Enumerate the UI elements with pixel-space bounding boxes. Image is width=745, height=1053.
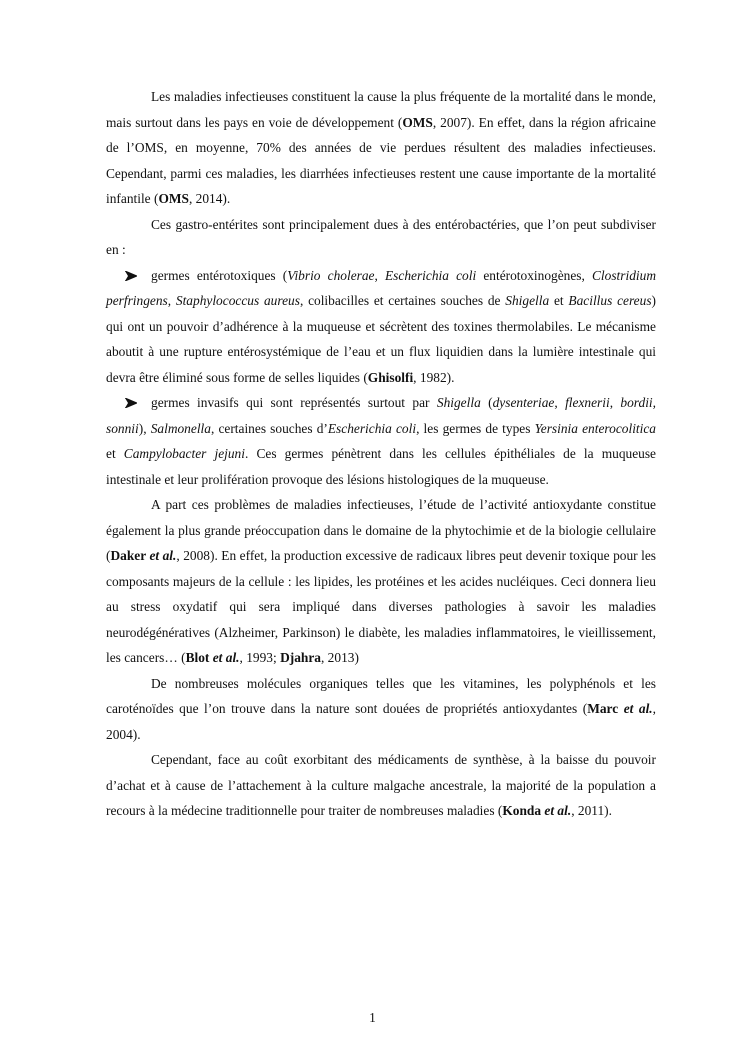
text: De nombreuses molécules organiques telles que les vitamines, les polyphénols et les caroténoïdes que l’on trouve dans la nature sont douées de propriétés antioxydantes ( <box>106 675 656 716</box>
text: et <box>106 446 124 461</box>
citation <box>186 650 240 665</box>
species-name: Yersinia enterocolitica <box>534 420 656 436</box>
species-name: Campylobacter jejuni <box>123 446 245 461</box>
bullet-enterotoxic-germs <box>106 263 656 391</box>
citation-et-al: et al. <box>212 650 240 665</box>
arrowhead-bullet-icon <box>125 398 137 408</box>
text: , <box>609 395 621 410</box>
citation-author: Daker <box>110 548 146 563</box>
text: , 2013) <box>320 650 359 665</box>
species-name: bordii, sonnii <box>106 395 656 436</box>
citation-author: Ghisolfi <box>367 369 414 385</box>
citation-author: Konda <box>502 803 542 818</box>
species-name: dysenteriae <box>492 395 555 410</box>
citation-et-al: et al. <box>544 803 572 818</box>
text: ) qui ont un pouvoir d’adhérence à la muqueuse et sécrètent des toxines thermolabiles. Le mécanisme aboutit à une rupture entérosystémique de l’eau et un flux liquidien dans la lumière intestinale qui devra être éliminé sous forme de selles liquides ( <box>106 293 656 385</box>
species-name: flexnerii <box>565 395 610 410</box>
citation-author: OMS <box>158 191 189 206</box>
text: , colibacilles et certaines souches de <box>299 293 506 308</box>
paragraph-antioxidant-activity <box>106 492 656 671</box>
text: ( <box>480 395 493 410</box>
text: , 2007). En effet, dans la région africaine de l’OMS, en moyenne, 70% des années de vie perdues résultent des maladies infectieuses. Cependant, parmi ces maladies, les diarrhées infectieuses restent une cause importante de la mortalité infantile ( <box>106 114 656 206</box>
text: , <box>554 395 566 410</box>
text: entérotoxinogènes, <box>476 267 592 283</box>
citation <box>587 701 652 716</box>
text: , <box>374 267 385 283</box>
species-name: Shigella <box>505 293 550 308</box>
species-name: Bacillus cereus <box>568 293 652 308</box>
page-number: 1 <box>369 1010 376 1025</box>
text: , certaines souches d’ <box>210 420 328 436</box>
paragraph-gastroenteritis <box>106 212 656 263</box>
citation <box>502 803 571 818</box>
text: , 2011). <box>571 803 612 818</box>
citation-et-al: et al. <box>623 701 653 716</box>
text: , 2008). En effet, la production excessive de radicaux libres peut devenir toxique pour les composants majeurs de la cellule : les lipides, les protéines et les acides nucléiques. Ceci donnera lieu au stress oxydatif qui sera impliqué dans diverses pathologies à savoir les maladies neurodégénératives (Alzheimer, Parkinson) le diabète, les maladies inflammatoires, le vieillissement, les cancers… ( <box>106 548 656 665</box>
species-name: Shigella <box>436 395 481 410</box>
text: Les maladies infectieuses constituent la cause la plus fréquente de la mortalité dans le monde, mais surtout dans les pays en voie de développement ( <box>106 89 656 130</box>
citation-author: Blot <box>185 650 210 665</box>
citation-author: Djahra <box>280 650 321 665</box>
species-name: Staphylococcus aureus <box>175 293 300 308</box>
text: Ces gastro-entérites sont principalement dues à des entérobactéries, que l’on peut subdiviser en : <box>106 216 656 257</box>
text: Cependant, face au coût exorbitant des médicaments de synthèse, à la baisse du pouvoir d’achat et à cause de l’attachement à la culture malgache ancestrale, la majorité de la population a recours à la médecine traditionnelle pour traiter de nombreuses maladies ( <box>106 752 656 818</box>
paragraph-infectious-diseases <box>106 84 656 212</box>
document-body <box>106 84 656 824</box>
text: , 1982). <box>413 369 455 385</box>
species-name: Escherichia coli <box>385 267 477 283</box>
text: ), <box>138 420 151 436</box>
paragraph-organic-molecules <box>106 671 656 748</box>
text: et <box>549 293 569 308</box>
species-name: Salmonella <box>150 420 211 436</box>
arrowhead-bullet-icon <box>125 271 137 281</box>
text: A part ces problèmes de maladies infectieuses, l’étude de l’activité antioxydante constitue également la plus grande préoccupation dans le domaine de la phytochimie et de la biologie cellulaire ( <box>106 497 656 563</box>
species-name: Clostridium perfringens <box>106 267 656 308</box>
bullet-invasive-germs <box>106 390 656 492</box>
text: . Ces germes pénètrent dans les cellules épithéliales de la muqueuse intestinale et leur prolifération provoque des lésions histologiques de la muqueuse. <box>106 446 657 487</box>
text: germes invasifs qui sont représentés surtout par <box>151 395 437 410</box>
text: , 1993; <box>239 650 281 665</box>
text: , <box>167 293 176 308</box>
citation-author: Marc <box>587 701 619 716</box>
text: , 2004). <box>106 701 657 742</box>
citation-author: OMS <box>402 114 433 130</box>
text: , les germes de types <box>416 420 535 436</box>
text: , 2014). <box>188 191 231 206</box>
species-name: Escherichia coli <box>327 420 417 436</box>
text: germes entérotoxiques ( <box>151 267 288 283</box>
citation-et-al: et al. <box>149 548 177 563</box>
citation <box>110 548 176 563</box>
paragraph-traditional-medicine <box>106 747 656 824</box>
species-name: Vibrio cholerae <box>287 267 375 283</box>
